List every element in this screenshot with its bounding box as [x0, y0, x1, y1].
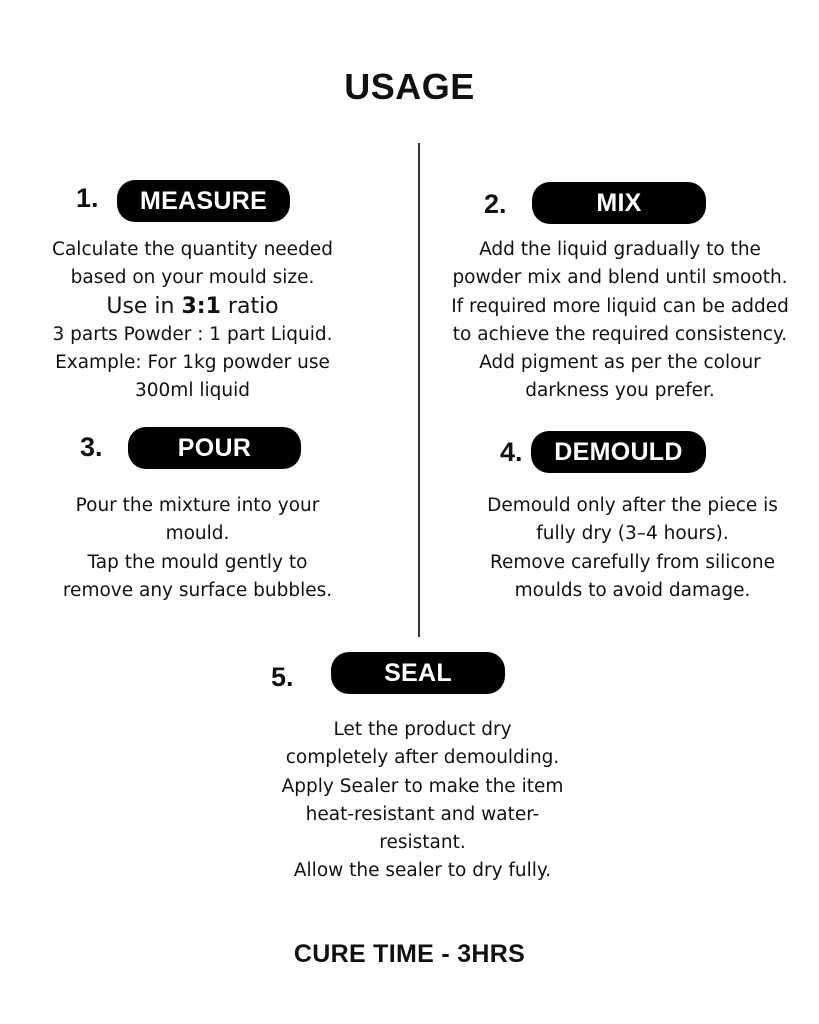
- step-4-line: Demould only after the piece is: [487, 495, 778, 516]
- step-1-description: [30, 236, 355, 406]
- step-1-line: Example: For 1kg powder use: [55, 352, 330, 374]
- column-divider: [418, 143, 420, 637]
- ratio-suffix: ratio: [220, 293, 279, 319]
- step-1-ratio-line: [30, 293, 355, 321]
- step-3-label-pill: POUR: [128, 427, 301, 469]
- step-5-line: Let the product dry: [333, 719, 512, 740]
- page-title: USAGE: [344, 66, 475, 107]
- step-3-line: Tap the mould gently to: [87, 551, 308, 573]
- step-5-line: heat-resistant and water-: [305, 803, 540, 825]
- step-4-line: Remove carefully from silicone: [490, 551, 775, 573]
- step-1-line: based on your mould size.: [70, 267, 315, 289]
- cure-time-footer: CURE TIME - 3HRS: [293, 940, 526, 968]
- step-1-line: Calculate the quantity needed: [52, 239, 333, 260]
- step-2-line: to achieve the required consistency.: [452, 323, 788, 345]
- step-2-line: If required more liquid can be added: [451, 295, 789, 317]
- step-4-label-pill: DEMOULD: [531, 431, 706, 473]
- step-3-line: remove any surface bubbles.: [62, 579, 333, 601]
- step-4-number: 4.: [500, 437, 523, 467]
- step-2-line: powder mix and blend until smooth.: [452, 267, 788, 289]
- step-4-description: [450, 492, 815, 605]
- step-3-description: [35, 492, 360, 605]
- step-5-line: resistant.: [379, 832, 466, 854]
- step-2-description: [430, 236, 810, 406]
- step-1-line: 3 parts Powder : 1 part Liquid.: [52, 323, 333, 345]
- step-3-line: mould.: [165, 523, 230, 545]
- step-3-line: Pour the mixture into your: [75, 495, 320, 516]
- step-2-number: 2.: [484, 189, 507, 219]
- step-2-line: darkness you prefer.: [525, 380, 715, 402]
- step-1-label-pill: MEASURE: [117, 180, 290, 222]
- step-1-number: 1.: [76, 183, 99, 213]
- ratio-prefix: Use in: [106, 293, 182, 319]
- step-5-line: Apply Sealer to make the item: [281, 775, 564, 797]
- step-3-number: 3.: [80, 432, 103, 462]
- step-5-label-pill: SEAL: [331, 652, 505, 694]
- step-5-number: 5.: [271, 662, 294, 692]
- step-2-line: Add the liquid gradually to the: [479, 239, 761, 260]
- step-2-label-pill: MIX: [532, 182, 706, 224]
- step-5-description: [240, 716, 605, 886]
- ratio-value: 3:1: [181, 293, 221, 319]
- step-4-line: moulds to avoid damage.: [514, 579, 751, 601]
- step-4-line: fully dry (3–4 hours).: [536, 523, 729, 545]
- step-2-line: Add pigment as per the colour: [479, 352, 761, 374]
- step-5-line: completely after demoulding.: [285, 747, 560, 769]
- step-1-line: 300ml liquid: [135, 380, 250, 402]
- step-5-line: Allow the sealer to dry fully.: [293, 860, 552, 882]
